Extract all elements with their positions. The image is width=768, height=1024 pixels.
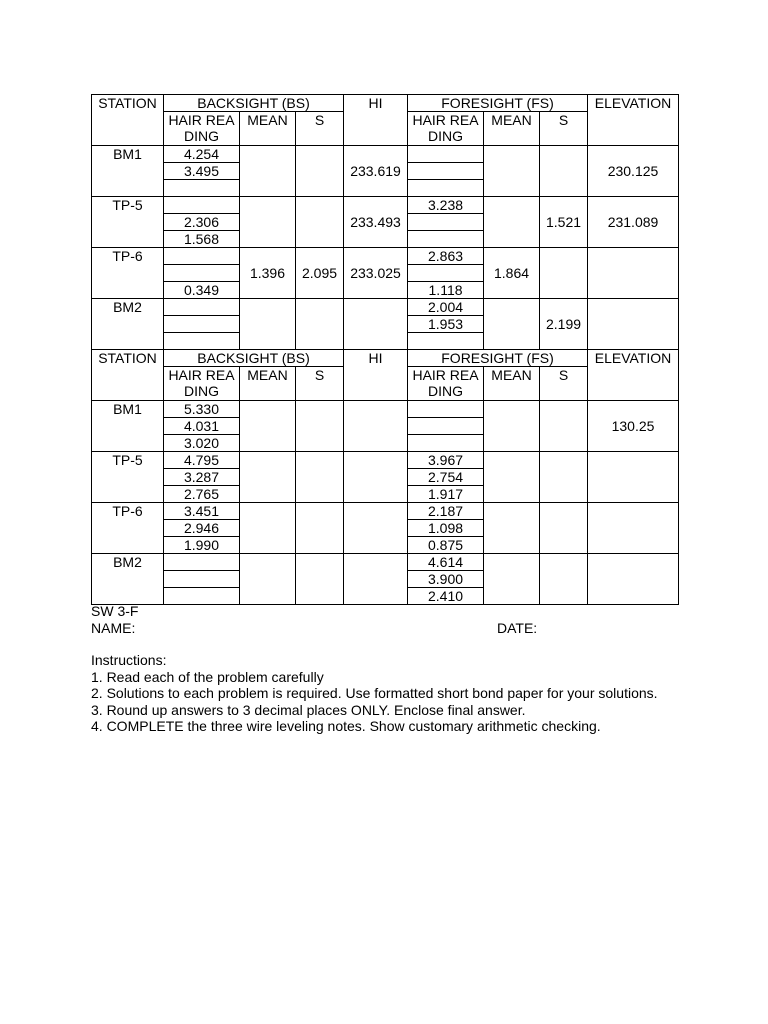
bs-hair-reading-cell	[164, 248, 240, 265]
table-2-body	[92, 401, 679, 605]
bs-hair-reading-header: HAIR READING	[164, 112, 240, 146]
bs-hair-reading-cell: 3.451	[164, 503, 240, 520]
fs-hair-reading-cell: 0.875	[408, 537, 484, 554]
bs-hair-reading-cell	[164, 316, 240, 333]
instruction-item: 2. Solutions to each problem is required. Use formatted short bond paper for your solutions.	[91, 685, 658, 701]
bs-mean-cell	[240, 299, 296, 350]
instructions-area	[91, 603, 691, 735]
fs-s-cell: 1.521	[540, 197, 588, 248]
instruction-item: 4. COMPLETE the three wire leveling notes. Show customary arithmetic checking.	[91, 718, 601, 734]
table-row	[92, 503, 679, 520]
bs-mean-cell: 1.396	[240, 248, 296, 299]
bs-hair-reading-cell: 1.568	[164, 231, 240, 248]
fs-hair-reading-cell: 2.754	[408, 469, 484, 486]
elevation-cell	[588, 554, 679, 605]
bs-mean-cell	[240, 197, 296, 248]
fs-hair-reading-cell	[408, 435, 484, 452]
fs-hair-reading-cell: 3.238	[408, 197, 484, 214]
date-label: DATE:	[497, 619, 538, 636]
hi-cell: 233.619	[344, 146, 408, 197]
hi-cell	[344, 299, 408, 350]
name-date-row	[91, 620, 691, 637]
bs-hair-reading-cell: 3.020	[164, 435, 240, 452]
bs-hair-reading-cell: 4.031	[164, 418, 240, 435]
table-row	[92, 401, 679, 418]
bs-mean-cell	[240, 503, 296, 554]
fs-hair-reading-header: HAIR READING	[408, 112, 484, 146]
fs-mean-cell: 1.864	[484, 248, 540, 299]
bs-hair-reading-cell: 2.946	[164, 520, 240, 537]
foresight-header: FORESIGHT (FS)	[408, 350, 588, 367]
fs-s-cell	[540, 503, 588, 554]
hi-header: HI	[344, 350, 408, 401]
bs-s-cell	[296, 554, 344, 605]
bs-mean-cell	[240, 452, 296, 503]
table-row	[92, 554, 679, 571]
fs-hair-reading-cell: 3.900	[408, 571, 484, 588]
fs-mean-cell	[484, 554, 540, 605]
bs-mean-cell	[240, 554, 296, 605]
bs-hair-reading-cell	[164, 554, 240, 571]
table-row	[92, 299, 679, 316]
station-cell: BM2	[92, 554, 164, 605]
bs-hair-reading-cell	[164, 265, 240, 282]
elevation-cell	[588, 299, 679, 350]
bs-hair-reading-cell: 4.795	[164, 452, 240, 469]
bs-s-cell	[296, 299, 344, 350]
name-label: NAME:	[91, 619, 136, 636]
fs-hair-reading-cell: 2.187	[408, 503, 484, 520]
fs-mean-cell	[484, 401, 540, 452]
fs-mean-cell	[484, 197, 540, 248]
sheet-code: SW 3-F	[91, 603, 139, 619]
bs-hair-reading-cell	[164, 299, 240, 316]
bs-hair-reading-cell: 0.349	[164, 282, 240, 299]
fs-hair-reading-cell	[408, 333, 484, 350]
fs-hair-reading-cell	[408, 214, 484, 231]
station-cell: BM1	[92, 146, 164, 197]
hi-cell: 233.025	[344, 248, 408, 299]
station-cell: BM1	[92, 401, 164, 452]
fs-hair-reading-cell: 1.098	[408, 520, 484, 537]
bs-s-header: S	[296, 367, 344, 401]
hi-cell: 233.493	[344, 197, 408, 248]
table-row	[92, 452, 679, 469]
backsight-header: BACKSIGHT (BS)	[164, 95, 344, 112]
bs-s-cell	[296, 401, 344, 452]
fs-mean-cell	[484, 503, 540, 554]
bs-hair-reading-cell	[164, 588, 240, 605]
bs-s-cell	[296, 197, 344, 248]
elevation-cell	[588, 248, 679, 299]
fs-s-cell	[540, 452, 588, 503]
foresight-header: FORESIGHT (FS)	[408, 95, 588, 112]
bs-s-cell	[296, 146, 344, 197]
table-row	[92, 197, 679, 214]
fs-hair-reading-cell: 1.118	[408, 282, 484, 299]
elevation-cell: 130.25	[588, 401, 679, 452]
fs-hair-reading-cell: 2.004	[408, 299, 484, 316]
bs-mean-header: MEAN	[240, 367, 296, 401]
fs-hair-reading-cell	[408, 146, 484, 163]
station-cell: TP-6	[92, 248, 164, 299]
hi-cell	[344, 452, 408, 503]
fs-mean-cell	[484, 146, 540, 197]
hi-cell	[344, 554, 408, 605]
table-row	[92, 146, 679, 163]
fs-mean-header: MEAN	[484, 367, 540, 401]
fs-hair-reading-cell	[408, 418, 484, 435]
bs-mean-cell	[240, 401, 296, 452]
bs-hair-reading-cell	[164, 333, 240, 350]
table-1-header	[92, 95, 679, 146]
fs-s-cell	[540, 554, 588, 605]
fs-hair-reading-cell: 1.917	[408, 486, 484, 503]
station-header: STATION	[92, 95, 164, 146]
bs-mean-header: MEAN	[240, 112, 296, 146]
fs-mean-cell	[484, 452, 540, 503]
fs-hair-reading-cell: 2.863	[408, 248, 484, 265]
hi-header: HI	[344, 95, 408, 146]
elevation-cell: 230.125	[588, 146, 679, 197]
table-row	[92, 248, 679, 265]
fs-mean-header: MEAN	[484, 112, 540, 146]
fs-s-cell	[540, 401, 588, 452]
station-cell: TP-5	[92, 197, 164, 248]
bs-mean-cell	[240, 146, 296, 197]
bs-hair-reading-header: HAIR READING	[164, 367, 240, 401]
backsight-header: BACKSIGHT (BS)	[164, 350, 344, 367]
bs-s-cell	[296, 503, 344, 554]
elevation-cell: 231.089	[588, 197, 679, 248]
bs-hair-reading-cell: 1.990	[164, 537, 240, 554]
fs-s-header: S	[540, 112, 588, 146]
spacer	[91, 636, 691, 652]
bs-s-cell	[296, 452, 344, 503]
hi-cell	[344, 503, 408, 554]
station-cell: TP-5	[92, 452, 164, 503]
station-cell: BM2	[92, 299, 164, 350]
hi-cell	[344, 401, 408, 452]
instructions-title: Instructions:	[91, 652, 167, 668]
bs-hair-reading-cell: 3.287	[164, 469, 240, 486]
fs-hair-reading-cell: 2.410	[408, 588, 484, 605]
bs-hair-reading-cell: 5.330	[164, 401, 240, 418]
fs-s-cell	[540, 146, 588, 197]
elevation-cell	[588, 503, 679, 554]
fs-hair-reading-header: HAIR READING	[408, 367, 484, 401]
bs-hair-reading-cell	[164, 571, 240, 588]
fs-hair-reading-cell	[408, 231, 484, 248]
table-2-header	[92, 350, 679, 401]
bs-hair-reading-cell	[164, 197, 240, 214]
bs-hair-reading-cell: 2.306	[164, 214, 240, 231]
bs-s-header: S	[296, 112, 344, 146]
fs-s-header: S	[540, 367, 588, 401]
fs-hair-reading-cell: 4.614	[408, 554, 484, 571]
station-header: STATION	[92, 350, 164, 401]
bs-hair-reading-cell: 4.254	[164, 146, 240, 163]
fs-s-cell: 2.199	[540, 299, 588, 350]
leveling-table-1	[91, 94, 679, 350]
instruction-item: 3. Round up answers to 3 decimal places ONLY. Enclose final answer.	[91, 701, 526, 718]
instruction-item: 1. Read each of the problem carefully	[91, 668, 324, 685]
leveling-table-2	[91, 349, 679, 605]
fs-hair-reading-cell: 3.967	[408, 452, 484, 469]
bs-hair-reading-cell: 2.765	[164, 486, 240, 503]
elevation-cell	[588, 452, 679, 503]
fs-s-cell	[540, 248, 588, 299]
station-cell: TP-6	[92, 503, 164, 554]
bs-s-cell: 2.095	[296, 248, 344, 299]
bs-hair-reading-cell	[164, 180, 240, 197]
elevation-header: ELEVATION	[588, 350, 679, 401]
fs-mean-cell	[484, 299, 540, 350]
fs-hair-reading-cell	[408, 401, 484, 418]
fs-hair-reading-cell	[408, 180, 484, 197]
fs-hair-reading-cell: 1.953	[408, 316, 484, 333]
bs-hair-reading-cell: 3.495	[164, 163, 240, 180]
fs-hair-reading-cell	[408, 265, 484, 282]
table-1-body	[92, 146, 679, 350]
elevation-header: ELEVATION	[588, 95, 679, 146]
fs-hair-reading-cell	[408, 163, 484, 180]
